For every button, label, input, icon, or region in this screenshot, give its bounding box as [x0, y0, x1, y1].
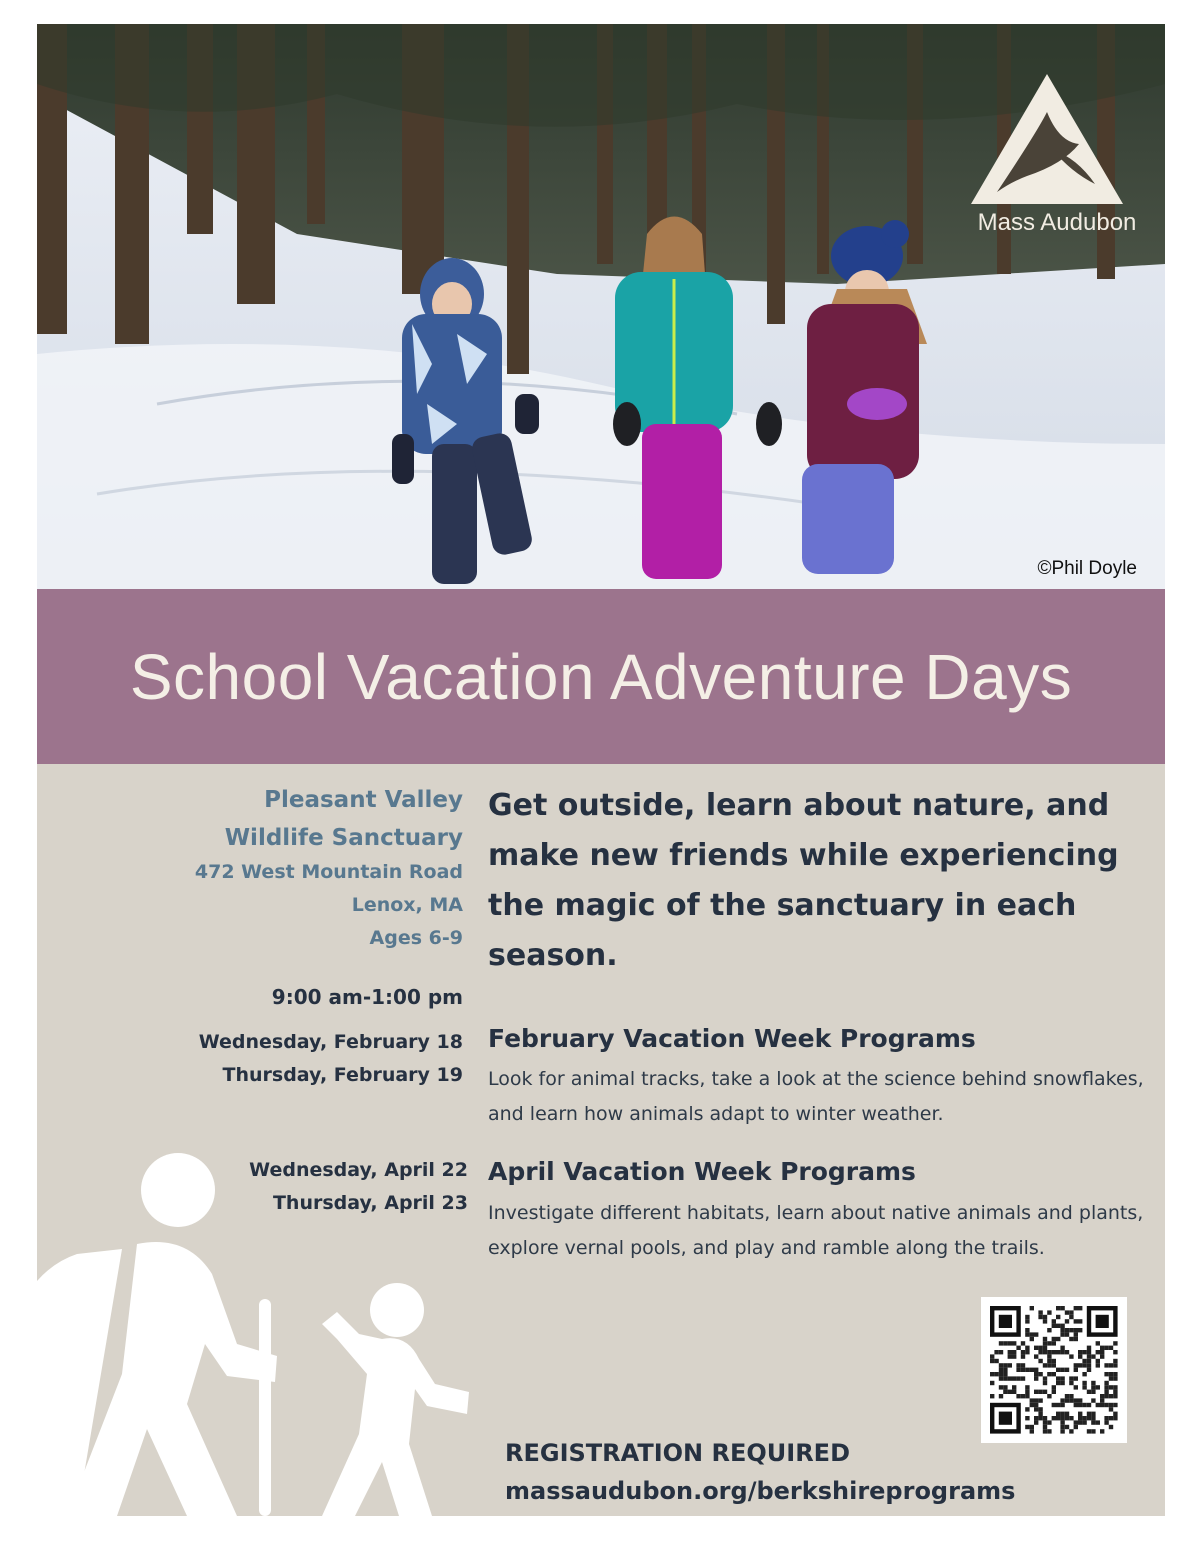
april-date-1: Wednesday, April 22 — [249, 1159, 468, 1181]
sanctuary-details — [195, 856, 463, 955]
photo-credit: ©Phil Doyle — [1037, 558, 1137, 579]
registration — [505, 1434, 1015, 1510]
flyer — [37, 24, 1165, 1516]
sanctuary-name — [225, 781, 463, 857]
april-dates — [249, 1154, 468, 1220]
address: 472 West Mountain Road — [194, 861, 463, 883]
title-banner — [37, 589, 1165, 764]
program-time: 9:00 am-1:00 pm — [271, 985, 463, 1009]
qr-code-icon — [981, 1297, 1127, 1443]
sanctuary-name-line1: Pleasant Valley — [264, 787, 463, 813]
page-title: School Vacation Adventure Days — [129, 640, 1073, 713]
april-heading: April Vacation Week Programs — [488, 1157, 916, 1186]
qr-code[interactable] — [981, 1297, 1127, 1443]
february-date-1: Wednesday, February 18 — [198, 1031, 463, 1053]
february-date-2: Thursday, February 19 — [222, 1064, 463, 1086]
intro-text: Get outside, learn about nature, and make new friends while experiencing the magic of the sanctuary in each season. — [488, 788, 1119, 973]
sanctuary-name-line2: Wildlife Sanctuary — [224, 825, 463, 851]
registration-label: REGISTRATION REQUIRED — [505, 1439, 850, 1467]
february-heading: February Vacation Week Programs — [488, 1024, 976, 1053]
ages: Ages 6-9 — [369, 927, 463, 949]
city: Lenox, MA — [351, 894, 463, 916]
april-description: Investigate different habitats, learn about native animals and plants, explore vernal pools, and play and ramble along the trails. — [488, 1202, 1144, 1259]
april-date-2: Thursday, April 23 — [272, 1192, 468, 1214]
mass-audubon-logo-icon — [967, 72, 1127, 207]
hero-photo — [37, 24, 1165, 589]
mass-audubon-logo — [967, 72, 1147, 237]
february-description: Look for animal tracks, take a look at the science behind snowflakes, and learn how animals adapt to winter weather. — [488, 1068, 1144, 1125]
registration-url[interactable]: massaudubon.org/berkshireprograms — [505, 1477, 1016, 1505]
logo-name: Mass Audubon — [977, 209, 1137, 236]
february-dates — [199, 1026, 463, 1092]
